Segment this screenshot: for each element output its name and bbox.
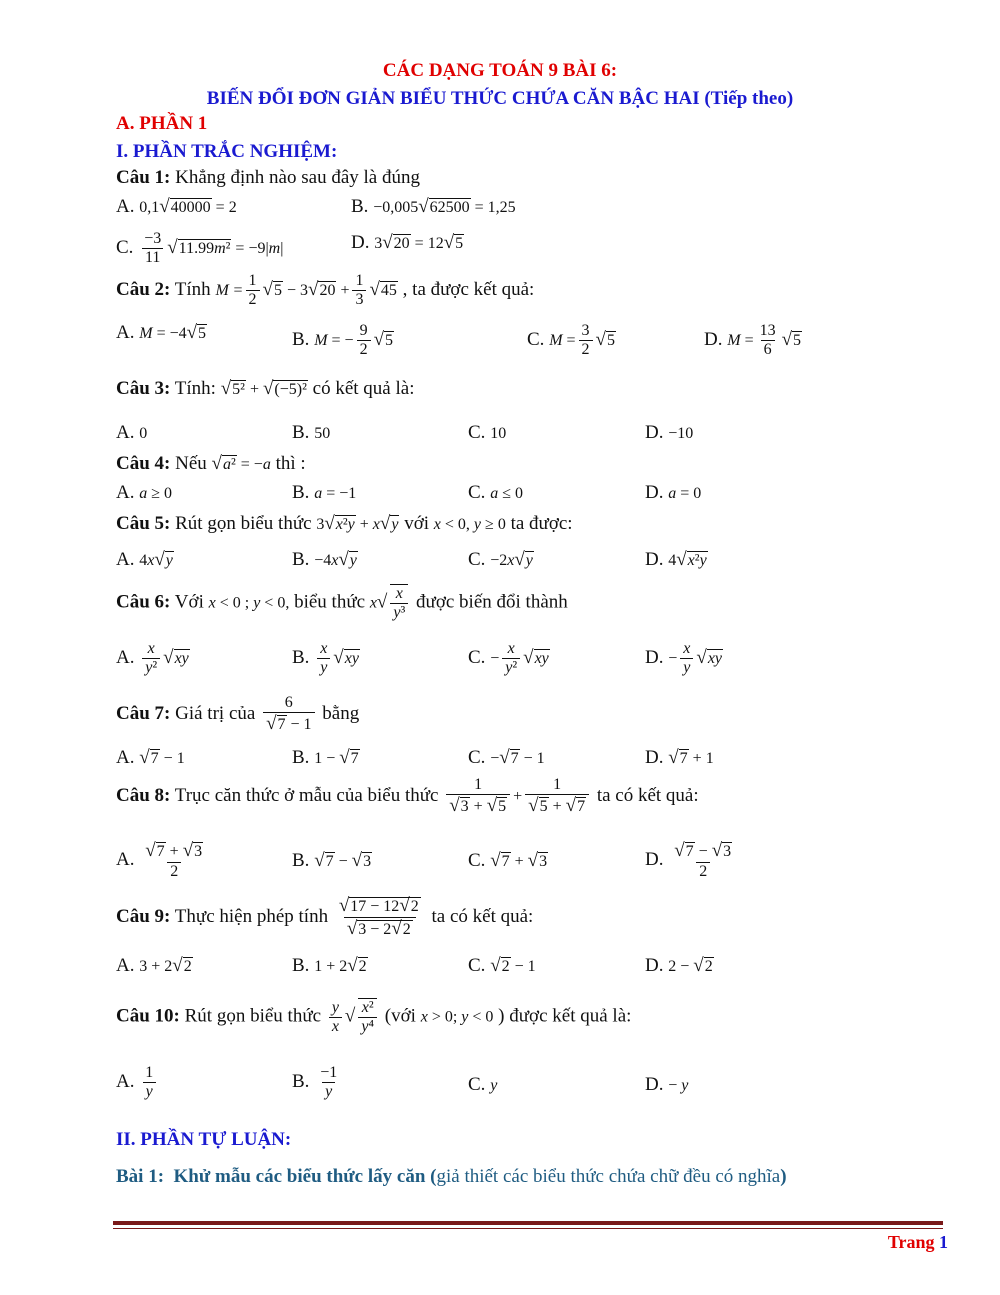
question-5: Câu 5: Rút gọn biểu thức 3√x²y + x√y với x < 0, y ≥ 0 ta được: <box>116 513 573 534</box>
q8-option-a: A. $\frac{√7 + √3}{2}$ <box>116 840 203 880</box>
q2-option-b: B. M = − $\frac{9}{2}$ √5 <box>292 322 393 358</box>
bai-note: giả thiết các biểu thức chứa chữ đều có nghĩa <box>436 1166 781 1187</box>
q8-option-c: C. √7 + √3 <box>468 850 548 871</box>
q5-option-d: D. 4√x²y <box>645 549 707 570</box>
q4-option-b: B. a = −1 <box>292 482 357 503</box>
question-2: Câu 2: Tính M = $\frac{1}{2}$ √5 − 3√20 + $\frac{1}{3}$ √45 , ta được kết quả: <box>116 272 535 308</box>
q5-option-a: A. 4x√y <box>116 549 173 570</box>
q10-option-b: B. $\frac{-1}{y}$ <box>292 1064 338 1100</box>
q1-option-d: D. 3√20 = 12√5 <box>351 232 464 253</box>
q7-option-c: C. −√7 − 1 <box>468 747 545 768</box>
q4-option-d: D. a = 0 <box>645 482 702 503</box>
part-ii-heading: II. PHẦN TỰ LUẬN: <box>116 1129 292 1150</box>
q4-option-c: C. a ≤ 0 <box>468 482 523 503</box>
q6-option-c: C. − $\frac{x}{\text{y²}}$ √xy <box>468 640 549 676</box>
q10-option-c: C. y <box>468 1074 498 1095</box>
q1-option-b: B. −0,005√62500 = 1,25 <box>351 196 516 217</box>
part-i-heading: I. PHẦN TRẮC NGHIỆM: <box>116 141 338 162</box>
q3-option-b: B. 50 <box>292 422 331 443</box>
bai-label: Bài 1: <box>116 1166 165 1187</box>
part-a-heading: A. PHẦN 1 <box>116 113 208 134</box>
q1-option-a: A. 0,1√40000 = 2 <box>116 196 237 217</box>
q9-option-c: C. √2 − 1 <box>468 955 536 976</box>
doc-title: CÁC DẠNG TOÁN 9 BÀI 6: <box>382 60 618 81</box>
question-3: Câu 3: Tính: √5² + √(−5)² có kết quả là: <box>116 378 415 399</box>
q8-option-b: B. √7 − √3 <box>292 850 372 871</box>
footer-rule-thick <box>113 1221 943 1225</box>
q3-option-a: A. 0 <box>116 422 148 443</box>
question-4: Câu 4: Nếu √a² = −a thì : <box>116 453 306 474</box>
question-1 <box>116 167 420 189</box>
q6-option-d: D. − $\frac{x}{y}$ √xy <box>645 640 723 676</box>
q9-option-a: A. 3 + 2√2 <box>116 955 192 976</box>
page-label: Trang <box>887 1232 935 1252</box>
q6-option-a: A. $\frac{x}{\text{y²}}$ √xy <box>116 640 189 676</box>
q7-option-a: A. √7 − 1 <box>116 747 185 768</box>
q7-option-d: D. √7 + 1 <box>645 747 714 768</box>
question-7: Câu 7: Giá trị của $\frac{6}{√7 - 1}$ bằng <box>116 694 360 734</box>
q10-option-d: D. − y <box>645 1074 689 1095</box>
question-9: Câu 9: Thực hiện phép tính $\frac{√17 - 12√2}{√3 - 2√2}$ ta có kết quả: <box>116 895 534 939</box>
q5-option-b: B. −4x√y <box>292 549 357 570</box>
q9-option-d: D. 2 − √2 <box>645 955 713 976</box>
question-label: Câu 1: <box>116 167 171 188</box>
question-text: Khẳng định nào sau đây là đúng <box>175 167 420 188</box>
q3-option-c: C. 10 <box>468 422 507 443</box>
bai-title: Khử mẫu các biểu thức lấy căn <box>173 1166 426 1187</box>
q2-option-a: A. M = −4√5 <box>116 322 207 343</box>
q9-option-b: B. 1 + 2√2 <box>292 955 367 976</box>
page-footer <box>888 1232 948 1253</box>
q4-option-a: A. a ≥ 0 <box>116 482 173 503</box>
page-number: 1 <box>939 1232 948 1252</box>
q3-option-d: D. −10 <box>645 422 694 443</box>
footer-rule-thin <box>113 1228 943 1229</box>
q2-option-d: D. M = $\frac{13}{6}$ √5 <box>704 322 802 358</box>
doc-subtitle: BIẾN ĐỔI ĐƠN GIẢN BIỂU THỨC CHỨA CĂN BẬC HAI (Tiếp theo) <box>206 88 794 109</box>
question-6: Câu 6: Với x < 0 ; y < 0, biểu thức x√ $\frac{x}{\text{y³}}$ được biến đổi thành <box>116 585 568 621</box>
q2-option-c: C. M = $\frac{3}{2}$ √5 <box>527 322 615 358</box>
q8-option-d: D. $\frac{√7 - √3}{2}$ <box>645 840 732 880</box>
q5-option-c: C. −2x√y <box>468 549 533 570</box>
q7-option-b: B. 1 − √7 <box>292 747 359 768</box>
q1-option-c: C. $\frac{-3}{11}$ √11.99m² = −9|m| <box>116 230 284 266</box>
q10-option-a: A. $\frac{1}{y}$ <box>116 1064 159 1101</box>
question-8: Câu 8: Trục căn thức ở mẫu của biểu thức $\frac{1}{√3 + √5}$ + $\frac{1}{√5 + √7}$ ta có kết quả: <box>116 776 699 816</box>
question-10: Câu 10: Rút gọn biểu thức $\frac{y}{x}$ √ $\frac{\text{x²}}{\text{y⁴}}$ (với x > 0; y < 0 ) được kết quả là: <box>116 998 632 1035</box>
q6-option-b: B. $\frac{x}{y}$ √xy <box>292 640 359 676</box>
bai-1: Bài 1: Khử mẫu các biểu thức lấy căn (giả thiết các biểu thức chứa chữ đều có nghĩa) <box>116 1166 787 1187</box>
